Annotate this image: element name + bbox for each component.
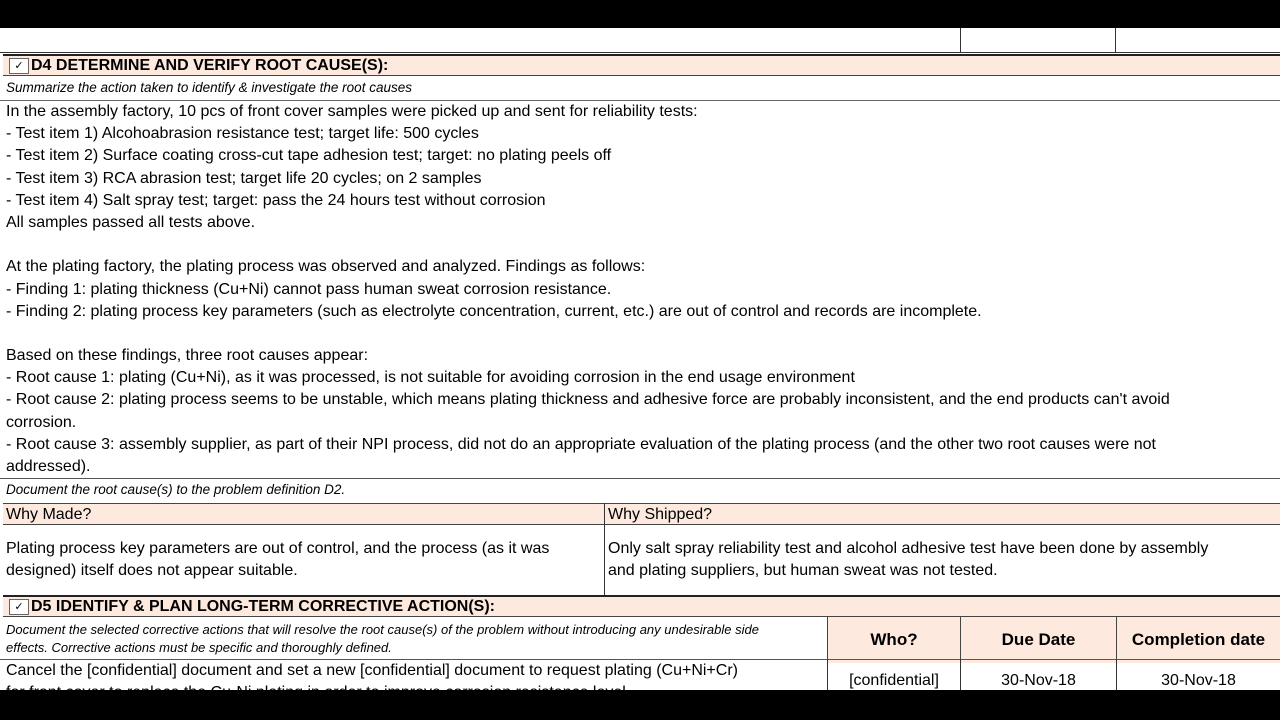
text-line: for front cover to replace the Cu-Ni plating in order to improve corrosion resistance level. <box>6 684 631 701</box>
corrective-action-text <box>6 660 824 704</box>
d4-checkbox[interactable]: ✓ <box>9 58 29 74</box>
d5-section-header <box>3 595 1280 617</box>
text-line: corrosion. <box>6 413 77 431</box>
text-line: - Root cause 3: assembly supplier, as part of their NPI process, did not do an appropriate evaluation of the plating process (and the other two root causes were not <box>6 435 1156 453</box>
text-line: - Test item 4) Salt spray test; target: pass the 24 hours test without corrosion <box>6 191 546 209</box>
d5-instruction <box>6 621 826 657</box>
d4-section-header <box>3 54 1280 76</box>
why-made-text <box>6 538 601 582</box>
text-line <box>6 323 1274 345</box>
text-line: Based on these findings, three root causes appear: <box>6 347 369 365</box>
text-line: - Test item 3) RCA abrasion test; target life 20 cycles; on 2 samples <box>6 169 482 187</box>
text-line: designed) itself does not appear suitable. <box>6 562 298 579</box>
d5-checkbox[interactable]: ✓ <box>9 599 29 615</box>
why-shipped-header: Why Shipped? <box>605 503 1280 525</box>
due-date-column-header: Due Date <box>960 617 1116 663</box>
text-line: and plating suppliers, but human sweat was not tested. <box>608 562 998 579</box>
text-line: In the assembly factory, 10 pcs of front cover samples were picked up and sent for reliability tests: <box>6 103 698 120</box>
completion-date-column-header: Completion date <box>1116 617 1280 663</box>
column-divider <box>1115 28 1116 53</box>
d4-instruction: Summarize the action taken to identify & investigate the root causes <box>6 80 412 95</box>
text-line <box>6 234 1274 256</box>
text-line: Document the selected corrective actions that will resolve the root cause(s) of the problem without introducing any undesirable side <box>6 622 759 637</box>
text-line: effects. Corrective actions must be specific and thoroughly defined. <box>6 640 392 655</box>
why-made-header: Why Made? <box>3 503 604 525</box>
d4-document-instruction: Document the root cause(s) to the problem definition D2. <box>6 482 346 497</box>
who-cell: [confidential] <box>849 672 939 689</box>
8d-report-sheet <box>0 28 1280 701</box>
text-line: At the plating factory, the plating process was observed and analyzed. Findings as follows: <box>6 258 646 276</box>
row-divider <box>0 52 1280 53</box>
who-column-header: Who? <box>827 617 960 663</box>
completion-date-cell: 30-Nov-18 <box>1161 672 1236 689</box>
text-line: - Finding 2: plating process key parameters (such as electrolyte concentration, current, etc.) are out of control and records are incomplete. <box>6 302 982 320</box>
text-line: Plating process key parameters are out of control, and the process (as it was <box>6 540 550 557</box>
d5-title: D5 IDENTIFY & PLAN LONG-TERM CORRECTIVE ACTION(S): <box>31 598 495 615</box>
text-line: - Test item 2) Surface coating cross-cut tape adhesion test; target: no plating peels off <box>6 147 612 165</box>
text-line: addressed). <box>6 458 91 475</box>
why-shipped-text <box>608 538 1276 582</box>
column-divider <box>960 28 961 53</box>
text-line: Cancel the [confidential] document and set a new [confidential] document to request plating (Cu+Ni+Cr) <box>6 662 738 679</box>
d4-findings-text <box>6 101 1274 478</box>
text-line: All samples passed all tests above. <box>6 213 256 231</box>
text-line: - Root cause 1: plating (Cu+Ni), as it was processed, is not suitable for avoiding corrosion in the end usage environment <box>6 369 855 387</box>
text-line: - Root cause 2: plating process seems to be unstable, which means plating thickness and adhesive force are probably inconsistent, and the end products can't avoid <box>6 391 1170 409</box>
d4-title: D4 DETERMINE AND VERIFY ROOT CAUSE(S): <box>31 57 389 74</box>
text-line: Only salt spray reliability test and alcohol adhesive test have been done by assembly <box>608 540 1209 557</box>
text-line: - Finding 1: plating thickness (Cu+Ni) cannot pass human sweat corrosion resistance. <box>6 280 612 298</box>
due-date-cell: 30-Nov-18 <box>1001 672 1076 689</box>
text-line: - Test item 1) Alcohoabrasion resistance test; target life: 500 cycles <box>6 125 479 143</box>
row-divider <box>0 478 1280 479</box>
column-divider <box>604 503 605 595</box>
